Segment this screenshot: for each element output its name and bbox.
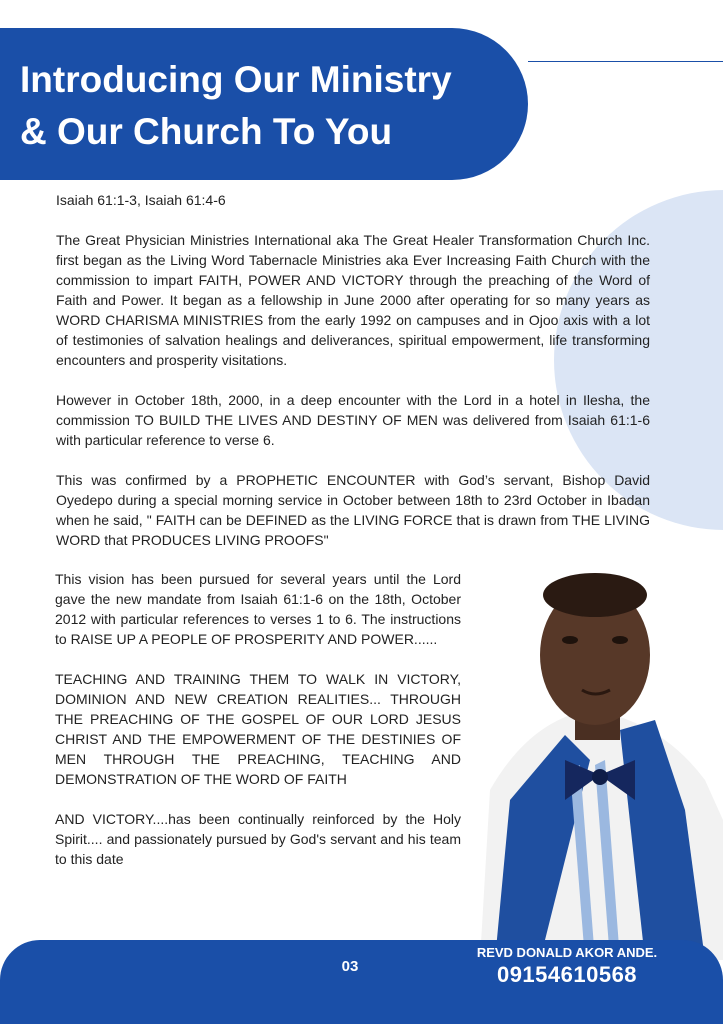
scripture-reference: Isaiah 61:1-3, Isaiah 61:4-6	[56, 192, 226, 208]
title-line-2: & Our Church To You	[20, 111, 393, 152]
title-divider-line	[528, 61, 723, 62]
contact-phone: 09154610568	[496, 962, 638, 987]
title-line-1: Introducing Our Ministry	[20, 59, 452, 100]
vision-paragraph-1: This vision has been pursued for several years until the Lord gave the new mandate from Isaiah 61:1-6 on the 18th, October 2012 with particular references to verses 1 to 6. The instructions to RAISE UP A PEOPLE OF PROSPERITY AND POWER......	[55, 571, 461, 647]
intro-paragraph-1: The Great Physician Ministries International aka The Great Healer Transformation Church Inc. first began as the Living Word Tabernacle Ministries aka Ever Increasing Faith Church with the commission to impart FAITH, POWER AND VICTORY through the preaching of the Word of Faith and Power. It began as a fellowship in June 2000 after operating for so many years as WORD CHARISMA MINISTRIES from the early 1992 on campuses and in Ojoo axis with a lot of testimonies of salvation healings and deliverances, spiritual empowerment, life transforming encounters and prosperity visitations.	[56, 232, 650, 368]
intro-paragraph-2: However in October 18th, 2000, in a deep encounter with the Lord in a hotel in Ilesha, the commission TO BUILD THE LIVES AND DESTINY OF MEN was delivered from Isaiah 61:1-6 with particular reference to verse 6.	[56, 392, 650, 448]
vision-paragraph-2: TEACHING AND TRAINING THEM TO WALK IN VICTORY, DOMINION AND NEW CREATION REALITIES... THROUGH THE PREACHING OF THE GOSPEL OF OUR LORD JESUS CHRIST AND THE EMPOWERMENT OF THE DESTINIES OF MEN THROUGH THE PREACHING, TEACHING AND DEMONSTRATION OF THE WORD OF FAITH	[55, 671, 461, 787]
page-title	[20, 54, 520, 158]
intro-paragraph-3: This was confirmed by a PROPHETIC ENCOUNTER with God’s servant, Bishop David Oyedepo during a special morning service in October between 18th to 23rd October in Ibadan when he said, " FAITH can be DEFINED as the LIVING FORCE that is drawn from THE LIVING WORD that PRODUCES LIVING PROOFS"	[56, 472, 650, 548]
vision-paragraph-3: AND VICTORY....has been continually reinforced by the Holy Spirit.... and passionately pursued by God's servant and his team to this date	[55, 811, 461, 867]
intro-section	[56, 190, 650, 570]
contact-name: REVD DONALD AKOR ANDE.	[476, 945, 658, 960]
vision-section	[55, 569, 461, 889]
page-number: 03	[341, 958, 359, 975]
pastor-portrait	[470, 560, 723, 960]
